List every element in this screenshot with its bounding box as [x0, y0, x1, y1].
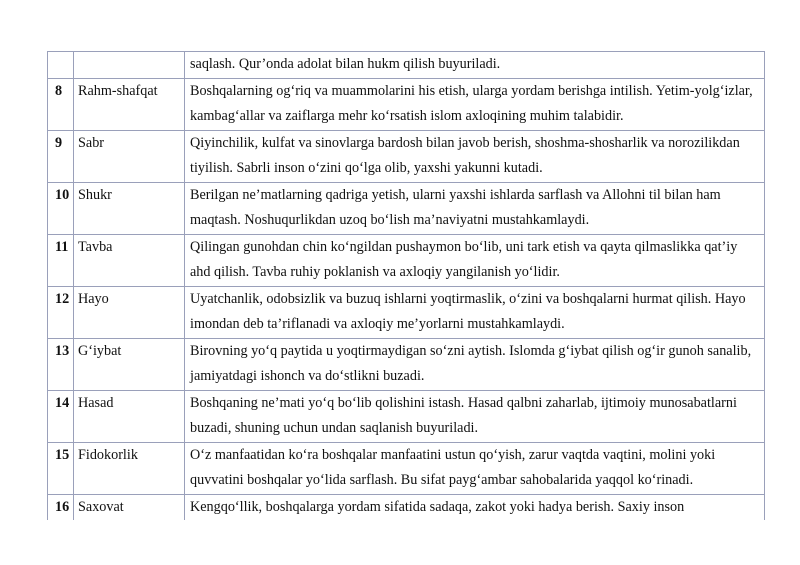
term-cell	[74, 52, 185, 79]
description-cell: Uyatchanlik, odobsizlik va buzuq ishlarni yoqtirmaslik, o‘zini va boshqalarni hurmat qilish. Hayo imondan deb ta’riflanadi va axloqiy me’yorlarni mustahkamlaydi.	[185, 286, 765, 338]
table-row	[48, 130, 765, 182]
description-cell: Qilingan gunohdan chin ko‘ngildan pushaymon bo‘lib, uni tark etish va qayta qilmaslikka qat’iy ahd qilish. Tavba ruhiy poklanish va axloqiy yangilanish yo‘lidir.	[185, 234, 765, 286]
term-cell: Tavba	[74, 234, 185, 286]
row-number: 8	[48, 78, 74, 130]
term-cell: Shukr	[74, 182, 185, 234]
table-row	[48, 52, 765, 79]
row-number: 12	[48, 286, 74, 338]
row-number: 13	[48, 338, 74, 390]
row-number: 14	[48, 390, 74, 442]
ethics-terms-table	[47, 51, 765, 520]
table-row	[48, 390, 765, 442]
row-number: 16	[48, 494, 74, 520]
description-cell: Boshqalarning og‘riq va muammolarini his etish, ularga yordam berishga intilish. Yetim-yolg‘izlar, kambag‘allar va zaiflarga mehr ko‘rsatish islom axloqining muhim talabidir.	[185, 78, 765, 130]
table-row	[48, 286, 765, 338]
description-cell: Boshqaning ne’mati yo‘q bo‘lib qolishini istash. Hasad qalbni zaharlab, ijtimoiy munosabatlarni buzadi, shuning uchun undan saqlanish buyuriladi.	[185, 390, 765, 442]
table-row	[48, 78, 765, 130]
description-cell: saqlash. Qur’onda adolat bilan hukm qilish buyuriladi.	[185, 52, 765, 79]
table-row	[48, 338, 765, 390]
table-row	[48, 234, 765, 286]
description-cell: O‘z manfaatidan ko‘ra boshqalar manfaatini ustun qo‘yish, zarur vaqtda vaqtini, molini yoki quvvatini boshqalar yo‘lida sarflash. Bu sifat payg‘ambar sahobalarida yaqqol ko‘rinadi.	[185, 442, 765, 494]
description-cell: Kengqo‘llik, boshqalarga yordam sifatida sadaqa, zakot yoki hadya berish. Saxiy inson	[185, 494, 765, 520]
table-row	[48, 494, 765, 520]
term-cell: Rahm-shafqat	[74, 78, 185, 130]
term-cell: Hayo	[74, 286, 185, 338]
term-cell: Hasad	[74, 390, 185, 442]
row-number: 15	[48, 442, 74, 494]
term-cell: G‘iybat	[74, 338, 185, 390]
table-row	[48, 442, 765, 494]
table-row	[48, 182, 765, 234]
term-cell: Saxovat	[74, 494, 185, 520]
description-cell: Birovning yo‘q paytida u yoqtirmaydigan so‘zni aytish. Islomda g‘iybat qilish og‘ir gunoh sanalib, jamiyatdagi ishonch va do‘stlikni buzadi.	[185, 338, 765, 390]
term-cell: Fidokorlik	[74, 442, 185, 494]
term-cell: Sabr	[74, 130, 185, 182]
row-number: 10	[48, 182, 74, 234]
row-number: 9	[48, 130, 74, 182]
row-number	[48, 52, 74, 79]
description-cell: Qiyinchilik, kulfat va sinovlarga bardosh bilan javob berish, shoshma-shosharlik va norozilikdan tiyilish. Sabrli inson o‘zini qo‘lga olib, yaxshi yakunni kutadi.	[185, 130, 765, 182]
description-cell: Berilgan ne’matlarning qadriga yetish, ularni yaxshi ishlarda sarflash va Allohni til bilan ham maqtash. Noshuqurlikdan uzoq bo‘lish ma’naviyatni mustahkamlaydi.	[185, 182, 765, 234]
row-number: 11	[48, 234, 74, 286]
